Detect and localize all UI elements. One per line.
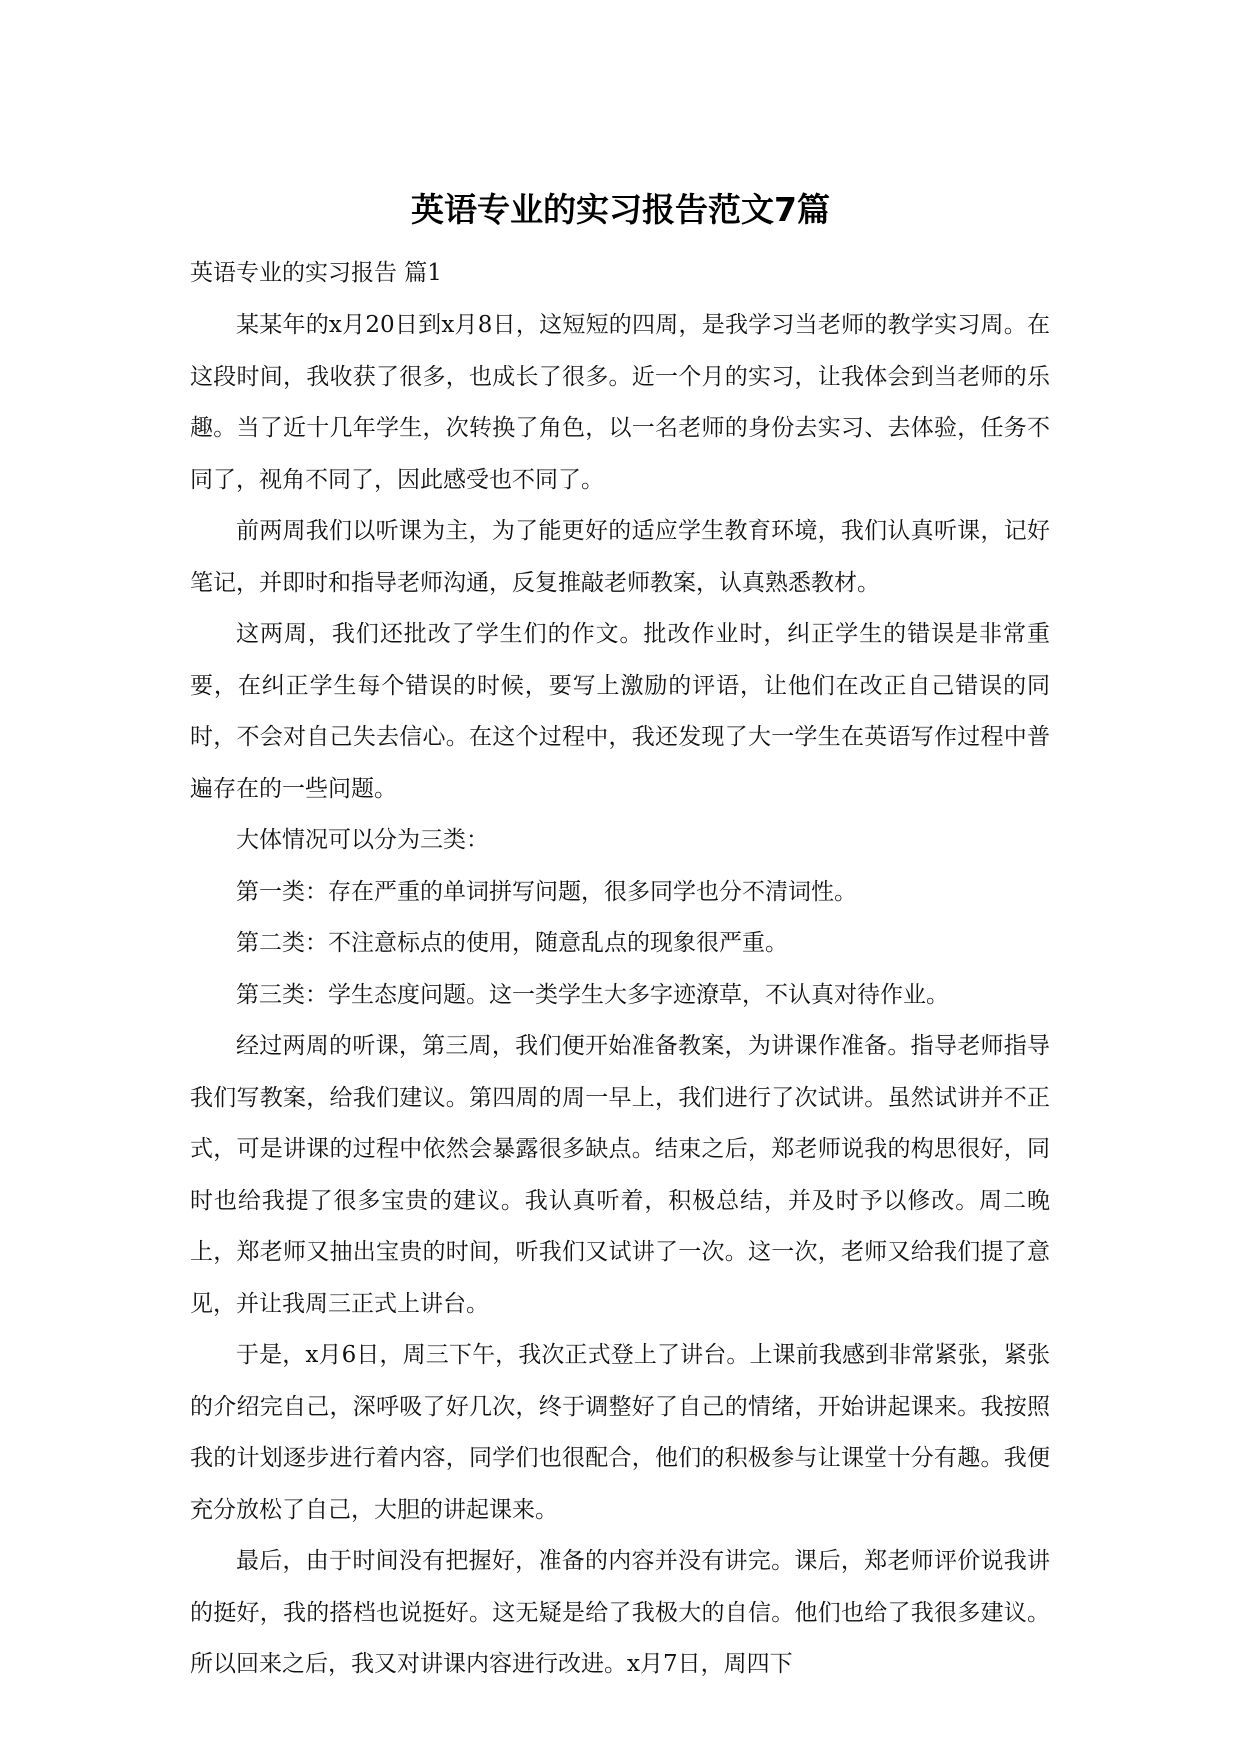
paragraph: 第一类：存在严重的单词拼写问题，很多同学也分不清词性。 [236,878,857,905]
paragraph: 第三类：学生态度问题。这一类学生大多字迹潦草，不认真对待作业。 [236,981,949,1008]
paragraph: 经过两周的听课，第三周，我们便开始准备教案，为讲课作准备。指导老师指导我们写教案，给我们建议。第四周的周一早上，我们进行了次试讲。虽然试讲并不正式，可是讲课的过程中依然会暴露很多缺点。结束之后，郑老师说我的构思很好，同时也给我提了很多宝贵的建议。我认真听着，积极总结，并及时予以修改。周二晚上，郑老师又抽出宝贵的时间，听我们又试讲了一次。这一次，老师又给我们提了意见，并让我周三正式上讲台。 [190,1033,1050,1317]
paragraph: 于是，x月6日，周三下午，我次正式登上了讲台。上课前我感到非常紧张，紧张的介绍完自己，深呼吸了好几次，终于调整好了自己的情绪，开始讲起课来。我按照我的计划逐步进行着内容，同学们也很配合，他们的积极参与让课堂十分有趣。我便充分放松了自己，大胆的讲起课来。 [190,1342,1050,1523]
document-title: 英语专业的实习报告范文7篇 [411,190,830,229]
paragraph: 这两周，我们还批改了学生们的作文。批改作业时，纠正学生的错误是非常重要，在纠正学生每个错误的时候，要写上激励的评语，让他们在改正自己错误的同时，不会对自己失去信心。在这个过程中，我还发现了大一学生在英语写作过程中普遍存在的一些问题。 [190,621,1050,802]
paragraph: 前两周我们以听课为主，为了能更好的适应学生教育环境，我们认真听课，记好笔记，并即时和指导老师沟通，反复推敲老师教案，认真熟悉教材。 [190,518,1050,596]
paragraph: 最后，由于时间没有把握好，准备的内容并没有讲完。课后，郑老师评价说我讲的挺好，我的搭档也说挺好。这无疑是给了我极大的自信。他们也给了我很多建议。所以回来之后，我又对讲课内容进行改进。x月7日，周四下 [190,1548,1050,1677]
paragraph: 某某年的x月20日到x月8日，这短短的四周，是我学习当老师的教学实习周。在这段时间，我收获了很多，也成长了很多。近一个月的实习，让我体会到当老师的乐趣。当了近十几年学生，次转换了角色，以一名老师的身份去实习、去体验，任务不同了，视角不同了，因此感受也不同了。 [190,312,1050,493]
paragraph: 第二类：不注意标点的使用，随意乱点的现象很严重。 [236,930,788,956]
document-body [190,300,1050,1691]
paragraph: 大体情况可以分为三类： [236,827,489,853]
section-heading: 英语专业的实习报告 篇1 [190,260,442,286]
